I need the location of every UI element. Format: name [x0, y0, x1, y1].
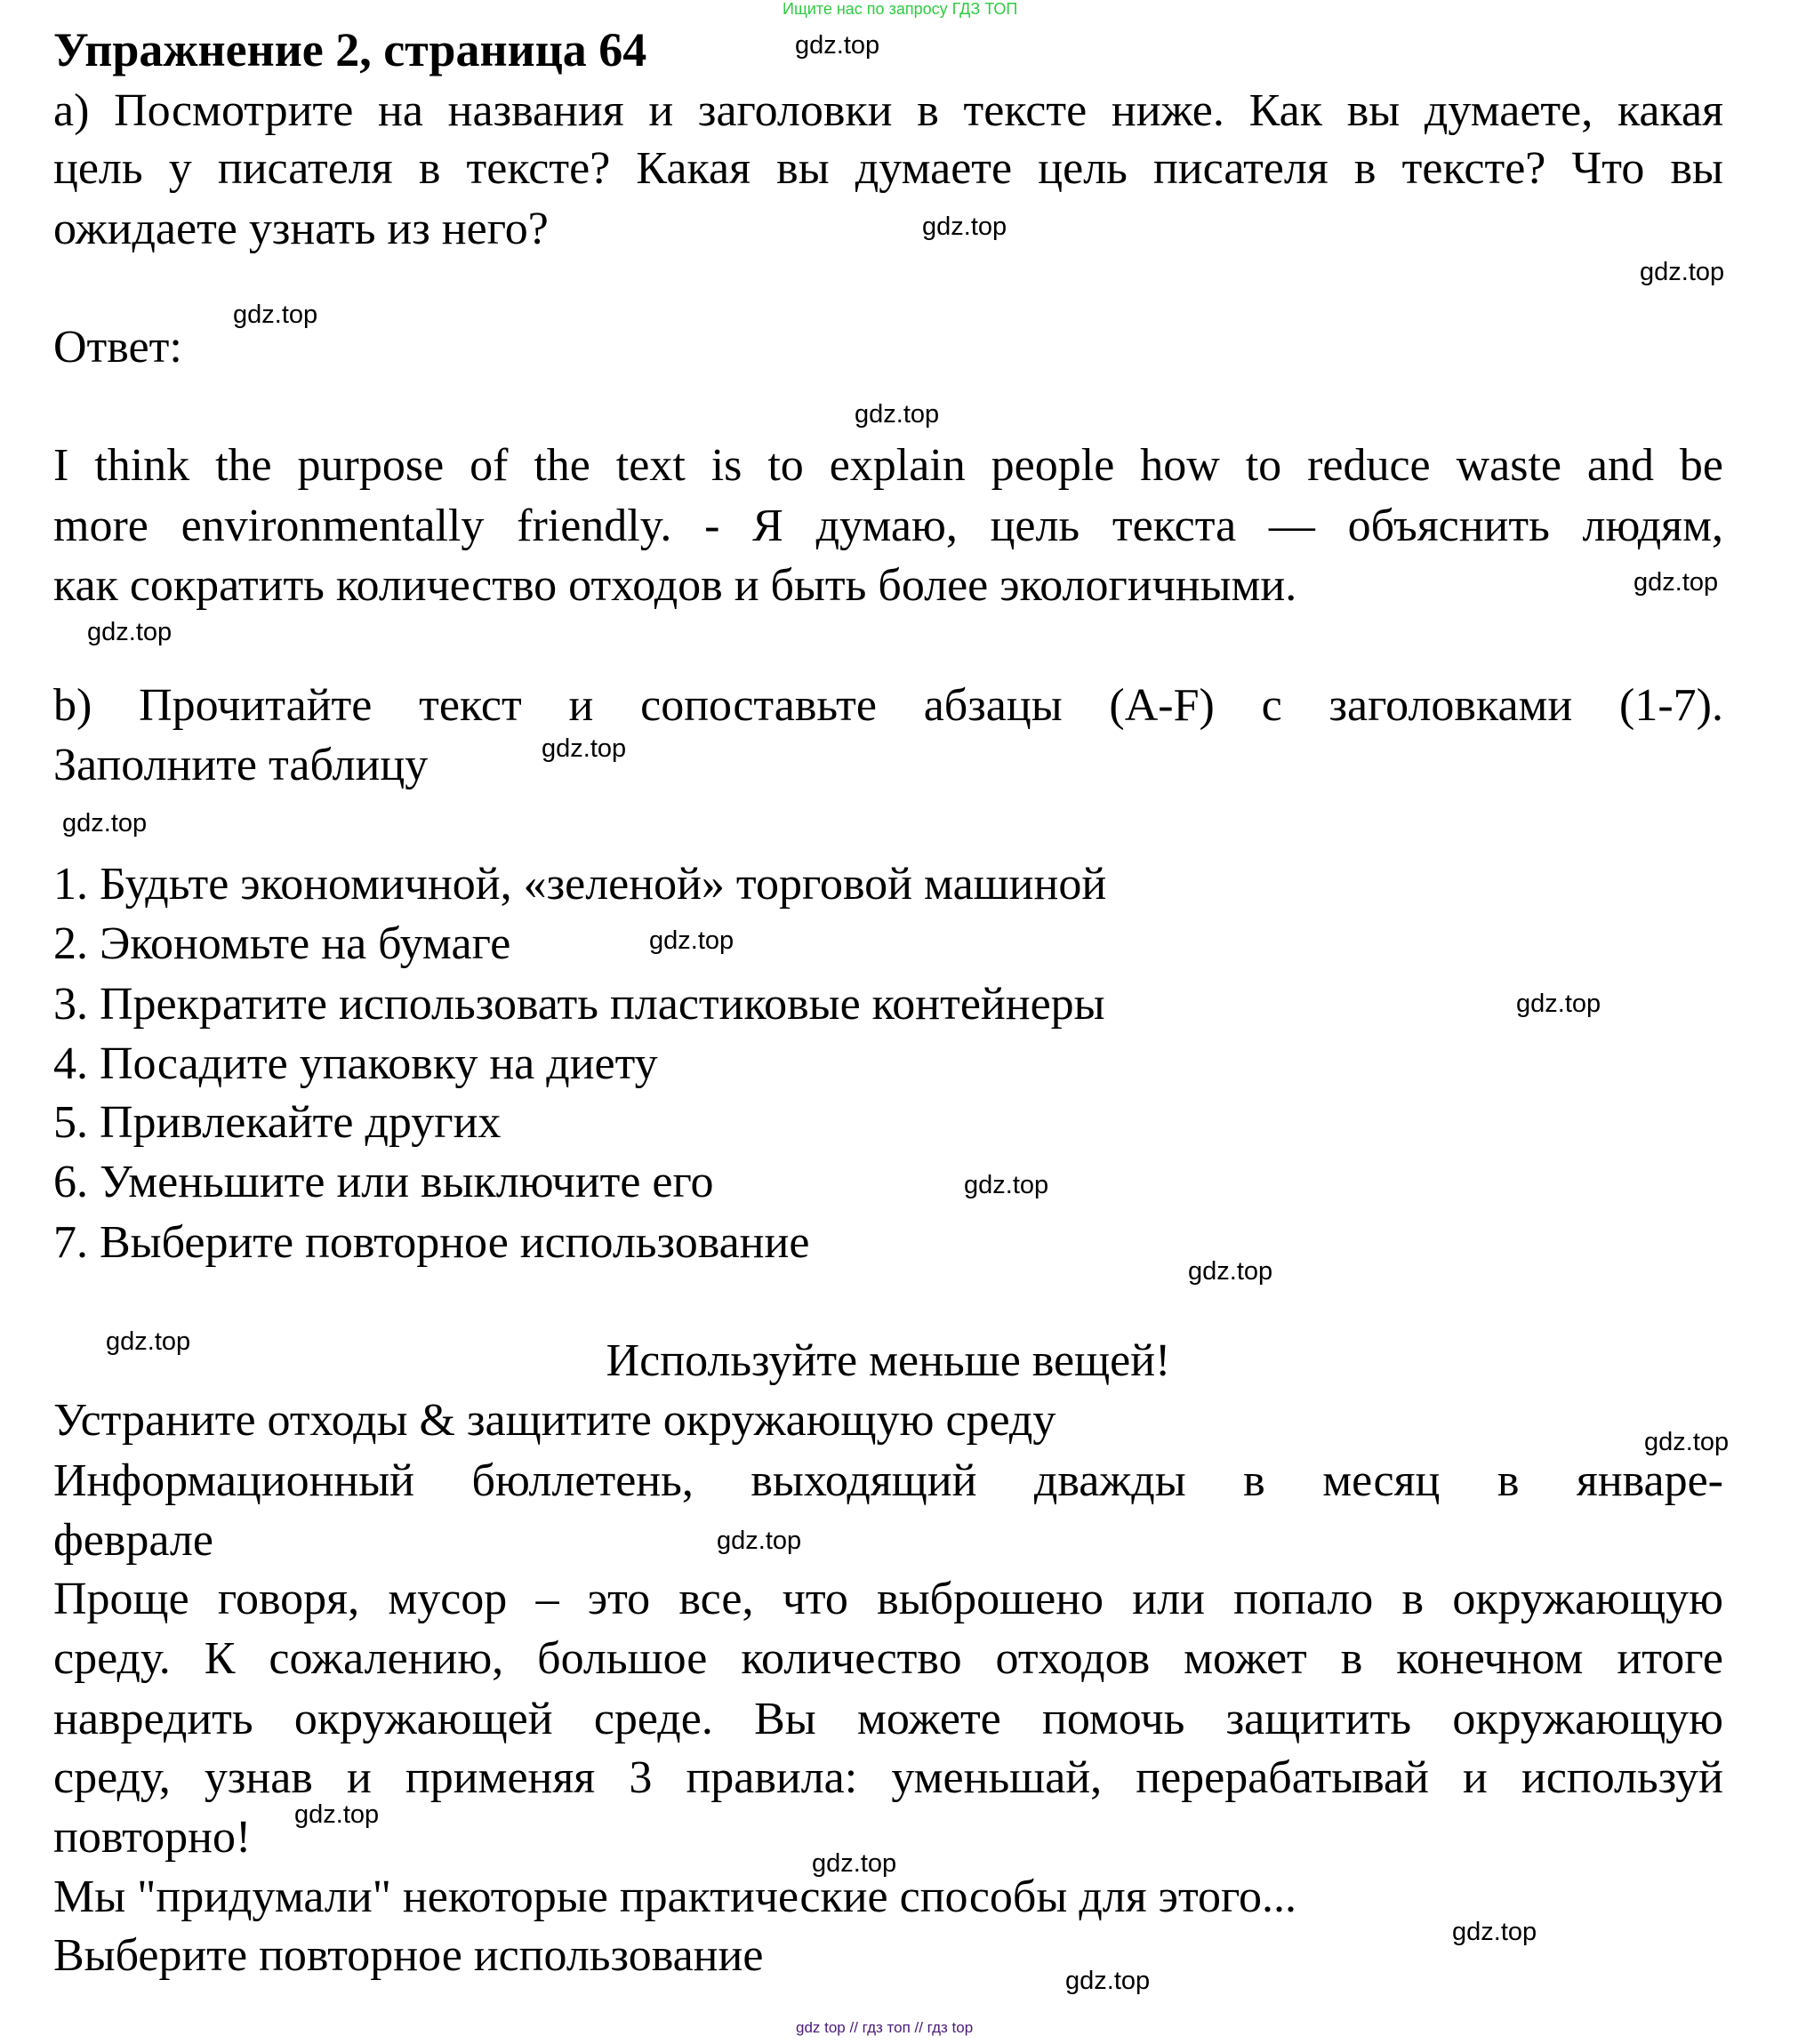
watermark: gdz.top [1644, 1428, 1730, 1456]
text-line: навредить окружающей среде. Вы можете помочь защитить окружающую [53, 1694, 1723, 1744]
text-line: среду. К сожалению, большое количество отходов может в конечном итоге [53, 1633, 1723, 1684]
watermark: gdz.top [87, 618, 173, 646]
heading-item: 4. Посадите упаковку на диету [53, 1038, 658, 1089]
task-a-line: ожидаете узнать из него? [53, 204, 549, 254]
watermark: gdz.top [542, 734, 627, 763]
watermark: gdz.top [717, 1527, 802, 1555]
watermark: gdz.top [649, 926, 734, 955]
answer-line: I think the purpose of the text is to explain people how to reduce waste and be [53, 440, 1723, 491]
watermark: gdz.top [964, 1171, 1049, 1199]
page-title: Упражнение 2, страница 64 [53, 23, 647, 76]
footer-links: gdz top // гдз топ // гдз top [796, 2019, 974, 2036]
text-line: Мы "придумали" некоторые практические способы для этого... [53, 1872, 1297, 1922]
watermark: gdz.top [106, 1327, 191, 1356]
watermark: gdz.top [294, 1800, 380, 1829]
text-title: Используйте меньше вещей! [606, 1335, 1171, 1386]
heading-item: 7. Выберите повторное использование [53, 1217, 810, 1268]
watermark: gdz.top [233, 301, 318, 329]
text-line: повторно! [53, 1812, 252, 1863]
heading-item: 6. Уменьшите или выключите его [53, 1157, 714, 1207]
answer-line: more environmentally friendly. - Я думаю, цель текста — объяснить людям, [53, 501, 1723, 551]
heading-item: 1. Будьте экономичной, «зеленой» торговой машиной [53, 859, 1107, 910]
watermark: gdz.top [922, 212, 1007, 241]
answer-label: Ответ: [53, 322, 182, 373]
heading-item: 2. Экономьте на бумаге [53, 918, 511, 969]
text-line: среду, узнав и применяя 3 правила: уменьшай, перерабатывай и используй [53, 1752, 1723, 1803]
text-line: Информационный бюллетень, выходящий дважды в месяц в январе- [53, 1455, 1723, 1506]
watermark: gdz.top [812, 1849, 897, 1878]
task-a-line: цель у писателя в тексте? Какая вы думаете цель писателя в тексте? Что вы [53, 143, 1723, 194]
search-banner: Ищите нас по запросу ГДЗ ТОП [783, 0, 1018, 18]
task-b-line: b) Прочитайте текст и сопоставьте абзацы (A-F) с заголовками (1-7). [53, 680, 1723, 731]
watermark: gdz.top [1452, 1918, 1537, 1946]
watermark: gdz.top [1188, 1257, 1273, 1286]
task-a-line: a) Посмотрите на названия и заголовки в тексте ниже. Как вы думаете, какая [53, 85, 1723, 136]
watermark: gdz.top [1640, 258, 1725, 286]
text-line: Выберите повторное использование [53, 1930, 764, 1981]
watermark: gdz.top [795, 31, 880, 60]
watermark: gdz.top [62, 809, 148, 838]
text-line: Устраните отходы & защитите окружающую среду [53, 1395, 1056, 1446]
task-b-line: Заполните таблицу [53, 740, 429, 790]
text-line: феврале [53, 1515, 213, 1566]
watermark: gdz.top [1065, 1967, 1151, 1995]
watermark: gdz.top [1633, 568, 1719, 597]
heading-item: 5. Привлекайте других [53, 1097, 502, 1148]
watermark: gdz.top [855, 400, 940, 429]
text-line: Проще говоря, мусор – это все, что выброшено или попало в окружающую [53, 1574, 1723, 1624]
watermark: gdz.top [1516, 990, 1601, 1018]
heading-item: 3. Прекратите использовать пластиковые контейнеры [53, 979, 1105, 1030]
answer-line: как сократить количество отходов и быть более экологичными. [53, 560, 1297, 611]
